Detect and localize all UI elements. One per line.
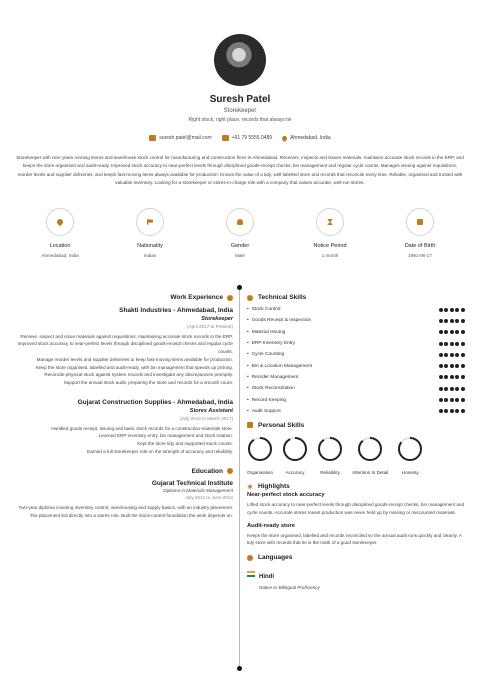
fact-location-circle — [46, 208, 74, 236]
job-company: Shakti Industries - Ahmedabad, India — [119, 307, 233, 314]
rating-dot — [461, 353, 465, 357]
contact-location — [282, 135, 331, 141]
hourglass-icon — [327, 219, 333, 225]
skill-row — [247, 349, 465, 360]
candidate-tagline: Right stock, right place, records that always tie — [188, 117, 292, 123]
skill-rating — [439, 409, 465, 413]
skill-ring — [317, 436, 343, 462]
rating-dot — [439, 398, 443, 402]
job-bullet: Earned a full storekeeper role on the strength of accuracy and reliability. — [87, 448, 233, 454]
languages-heading — [247, 554, 465, 561]
rating-dot — [444, 342, 448, 346]
rating-dot — [461, 375, 465, 379]
rating-dot — [461, 308, 465, 312]
rating-dot — [439, 364, 443, 368]
job-bullet: Manage reorder levels and supplier deliveries to keep fast-moving items available for production. — [36, 356, 233, 362]
gear-icon — [247, 295, 253, 301]
fact-value: 1 month — [321, 253, 339, 258]
skill-name: • Reorder Management — [247, 375, 298, 380]
personal-facts — [20, 208, 460, 258]
personal-skills-title: Personal Skills — [258, 421, 305, 429]
skill-rating — [439, 330, 465, 334]
personal-skill — [247, 436, 273, 475]
profile-summary: Storekeeper with nine years running stores and warehouse stock control for manufacturing and construction firms in Ahmedabad. Receives, inspects and issues materials, maintains accurate stock records in the ERP, and keeps the store organised and audit-ready. Improved stock accuracy to near-perfect levels through disciplined goods-receipt checks, bin management and regular cycle counts. Manages issuing against requisitions, reorder levels and supplier deliveries, and keeps fast-moving items always available for production. Knows the value of a tidy, well-labelled store and records that reconcile every time. Reliable, organised and trusted with valuable inventory. Looking for a storekeeper or stores-in-charge role with a company that values accurate, well-run stores. — [16, 155, 464, 186]
education-title: Education — [191, 467, 223, 475]
toolbox-icon — [247, 422, 253, 428]
highlight-text: Keeps the store organised, labelled and records reconciled so the annual audit runs quickly and cleanly. A tidy store with records that tie is the mark of a good storekeeper. — [247, 532, 462, 546]
fact-gender — [200, 208, 280, 258]
job-date: (July 2014 to March 2017) — [179, 415, 233, 421]
job-role: Stores Assistant — [189, 408, 233, 415]
highlight-item — [247, 492, 465, 517]
job-bullet: Kept the store tidy and supported stock counts. — [137, 441, 233, 447]
rating-dot — [455, 387, 459, 391]
location-icon — [56, 218, 64, 226]
fact-notice-period — [290, 208, 370, 258]
fact-dob-circle — [406, 208, 434, 236]
fact-value: Male — [235, 253, 245, 258]
language-level: Native or Bilingual Proficiency — [259, 585, 320, 591]
skill-rating — [439, 342, 465, 346]
ring-fill — [359, 438, 381, 460]
rating-dot — [450, 409, 454, 413]
ring-fill — [249, 438, 271, 460]
rating-dot — [444, 319, 448, 323]
job-bullet: Support the annual stock audit, preparing the store and records for a smooth count. — [63, 380, 233, 386]
skill-name: • Stock Control — [247, 307, 280, 312]
personal-skill-label: Honesty — [401, 469, 419, 475]
rating-dot — [455, 364, 459, 368]
education-date: July 2012 to June 2014 — [185, 494, 233, 500]
rating-dot — [444, 375, 448, 379]
personal-skills-heading — [247, 422, 465, 429]
skill-rating — [439, 364, 465, 368]
rating-dot — [444, 409, 448, 413]
person-icon — [237, 219, 243, 225]
fact-label: Date of Birth — [404, 243, 436, 249]
rating-dot — [439, 375, 443, 379]
rating-dot — [439, 353, 443, 357]
india-flag-icon — [247, 571, 255, 577]
job-entry — [14, 307, 233, 387]
skill-name: • Audit Support — [247, 409, 281, 414]
briefcase-icon — [227, 295, 233, 301]
highlight-title: Audit-ready store — [247, 522, 295, 529]
language-name: Hindi — [259, 574, 274, 581]
rating-dot — [444, 353, 448, 357]
education-description: Two-year diploma covering inventory control, warehousing and supply basics, with an industry placement. The placement led directly into a stores role. Built the stock-control foundation the work depends on. — [18, 504, 233, 518]
job-role: Storekeeper — [201, 316, 233, 322]
rating-dot — [450, 330, 454, 334]
job-bullet: Handled goods receipt, issuing and basic stock records for a construction-materials store. — [51, 425, 233, 431]
rating-dot — [455, 353, 459, 357]
skill-name: • Record Keeping — [247, 398, 286, 403]
fact-label: Notice Period — [313, 243, 347, 249]
timeline-dot-bottom — [237, 666, 242, 671]
skill-row — [247, 304, 465, 315]
job-bullet: Keep the store organised, labelled and audit-ready, with bin management that speeds up picking. — [35, 364, 233, 370]
highlight-text: Lifted stock accuracy to near-perfect levels through disciplined goods-receipt checks, bin management and cycle counts. Accurate stores meant production was never held up by missing or miscounted materials. — [247, 501, 465, 515]
personal-skill-label: Accuracy — [285, 469, 305, 475]
location-pin-icon — [281, 134, 288, 141]
personal-skill — [282, 436, 308, 475]
personal-skill — [352, 436, 388, 475]
education-heading — [14, 468, 233, 475]
timeline-dot-top — [237, 285, 242, 290]
job-entry — [14, 399, 233, 456]
education-section — [14, 468, 233, 520]
personal-skill-label: Organisation — [247, 469, 274, 475]
fact-label: Location — [49, 243, 71, 249]
rating-dot — [450, 375, 454, 379]
job-bullet: Learned ERP inventory entry, bin management and stock rotation. — [98, 433, 233, 439]
rating-dot — [461, 342, 465, 346]
globe-icon — [247, 555, 253, 561]
job-bullet: Receive, inspect and issue materials against requisitions, maintaining accurate stock records in the ERP. — [20, 333, 233, 339]
fact-value: Ahmedabad, India — [41, 253, 79, 258]
rating-dot — [455, 398, 459, 402]
fact-nationality-circle — [136, 208, 164, 236]
rating-dot — [461, 398, 465, 402]
highlights-heading — [247, 483, 465, 490]
skill-row — [247, 327, 465, 338]
skill-ring — [397, 436, 423, 462]
technical-skills-list — [247, 304, 465, 417]
phone-icon — [222, 135, 229, 141]
rating-dot — [444, 387, 448, 391]
skill-row — [247, 372, 465, 383]
education-degree: Diploma in Materials Management — [163, 488, 233, 494]
rating-dot — [450, 342, 454, 346]
job-bullet: Reconcile physical stock against system records and investigate any discrepancies promptly. — [44, 372, 233, 378]
fact-notice-circle — [316, 208, 344, 236]
candidate-title: Storekeeper — [223, 108, 257, 114]
candidate-name: Suresh Patel — [209, 94, 271, 105]
rating-dot — [461, 387, 465, 391]
rating-dot — [450, 364, 454, 368]
job-date: (April 2017 to Present) — [187, 323, 233, 329]
skill-ring — [357, 436, 383, 462]
contact-phone[interactable] — [222, 135, 272, 141]
flag-icon — [147, 219, 153, 225]
rating-dot — [444, 330, 448, 334]
fact-gender-circle — [226, 208, 254, 236]
skill-name: • ERP Inventory Entry — [247, 341, 295, 346]
work-experience-heading — [14, 294, 233, 301]
fact-location — [20, 208, 100, 258]
rating-dot — [450, 308, 454, 312]
rating-dot — [461, 330, 465, 334]
skill-row — [247, 315, 465, 326]
job-bullet: Improved stock accuracy to near-perfect levels through disciplined goods-receipt checks and regular cycle counts. — [17, 341, 233, 355]
fact-nationality — [110, 208, 190, 258]
fact-label: Gender — [230, 243, 250, 249]
skill-name: • Bin & Location Management — [247, 364, 312, 369]
contact-email-text: suresh.patel@mail.com — [159, 135, 212, 141]
personal-skill-label: Reliability — [320, 469, 340, 475]
rating-dot — [439, 342, 443, 346]
contact-bar — [0, 135, 480, 141]
skill-row — [247, 406, 465, 417]
personal-skill — [397, 436, 423, 475]
languages-title: Languages — [258, 554, 293, 562]
rating-dot — [455, 308, 459, 312]
rating-dot — [439, 330, 443, 334]
mail-icon — [149, 135, 156, 141]
contact-email[interactable] — [149, 135, 211, 141]
fact-value: Indian — [143, 253, 157, 258]
profile-photo — [214, 34, 266, 86]
skill-rating — [439, 319, 465, 323]
personal-skill — [317, 436, 343, 475]
technical-skills-title: Technical Skills — [258, 294, 307, 301]
skill-row — [247, 394, 465, 405]
job-bullets — [14, 425, 233, 456]
job-company: Gujarat Construction Supplies - Ahmedabad, India — [77, 399, 233, 407]
rating-dot — [439, 387, 443, 391]
language-item — [247, 565, 465, 590]
skill-name: • Material Issuing — [247, 330, 285, 335]
rating-dot — [461, 319, 465, 323]
personal-skills-list — [247, 436, 465, 475]
contact-location-text: Ahmedabad, India — [290, 135, 331, 141]
star-icon — [247, 483, 253, 489]
skill-rating — [439, 353, 465, 357]
rating-dot — [455, 330, 459, 334]
fact-value: 1991-08-17 — [408, 253, 432, 258]
skill-ring — [282, 436, 308, 462]
rating-dot — [439, 409, 443, 413]
fact-label: Nationality — [137, 243, 163, 249]
rating-dot — [455, 342, 459, 346]
rating-dot — [444, 308, 448, 312]
rating-dot — [455, 409, 459, 413]
left-column — [14, 294, 233, 519]
skill-row — [247, 360, 465, 371]
skill-rating — [439, 308, 465, 312]
rating-dot — [450, 319, 454, 323]
rating-dot — [444, 398, 448, 402]
rating-dot — [455, 319, 459, 323]
timeline-line — [239, 289, 240, 669]
rating-dot — [450, 387, 454, 391]
skill-row — [247, 338, 465, 349]
skill-rating — [439, 387, 465, 391]
fact-date-of-birth — [380, 208, 460, 258]
skill-row — [247, 383, 465, 394]
highlights-title: Highlights — [258, 482, 290, 490]
highlight-item — [247, 523, 465, 548]
rating-dot — [455, 375, 459, 379]
rating-dot — [444, 364, 448, 368]
rating-dot — [450, 353, 454, 357]
work-experience-title: Work Experience — [170, 294, 223, 301]
rating-dot — [439, 319, 443, 323]
rating-dot — [439, 308, 443, 312]
education-school: Gujarat Technical Institute — [151, 479, 233, 487]
rating-dot — [461, 364, 465, 368]
ring-fill — [319, 438, 341, 460]
skill-name: • Cycle Counting — [247, 352, 284, 357]
ring-fill — [284, 438, 306, 460]
right-column — [247, 294, 465, 590]
technical-skills-heading — [247, 294, 465, 301]
rating-dot — [450, 398, 454, 402]
highlight-title: Near-perfect stock accuracy — [247, 491, 325, 498]
rating-dot — [461, 409, 465, 413]
skill-rating — [439, 375, 465, 379]
contact-phone-text: +91 79 5555 0489 — [231, 135, 273, 141]
skill-name: • Stock Reconciliation — [247, 386, 295, 391]
skill-ring — [247, 436, 273, 462]
job-bullets — [14, 333, 233, 388]
graduation-cap-icon — [227, 468, 233, 474]
personal-skill-label: Attention to Detail — [352, 469, 389, 475]
skill-name: • Goods Receipt & Inspection — [247, 318, 311, 323]
skill-rating — [439, 398, 465, 402]
cake-icon — [417, 219, 423, 225]
